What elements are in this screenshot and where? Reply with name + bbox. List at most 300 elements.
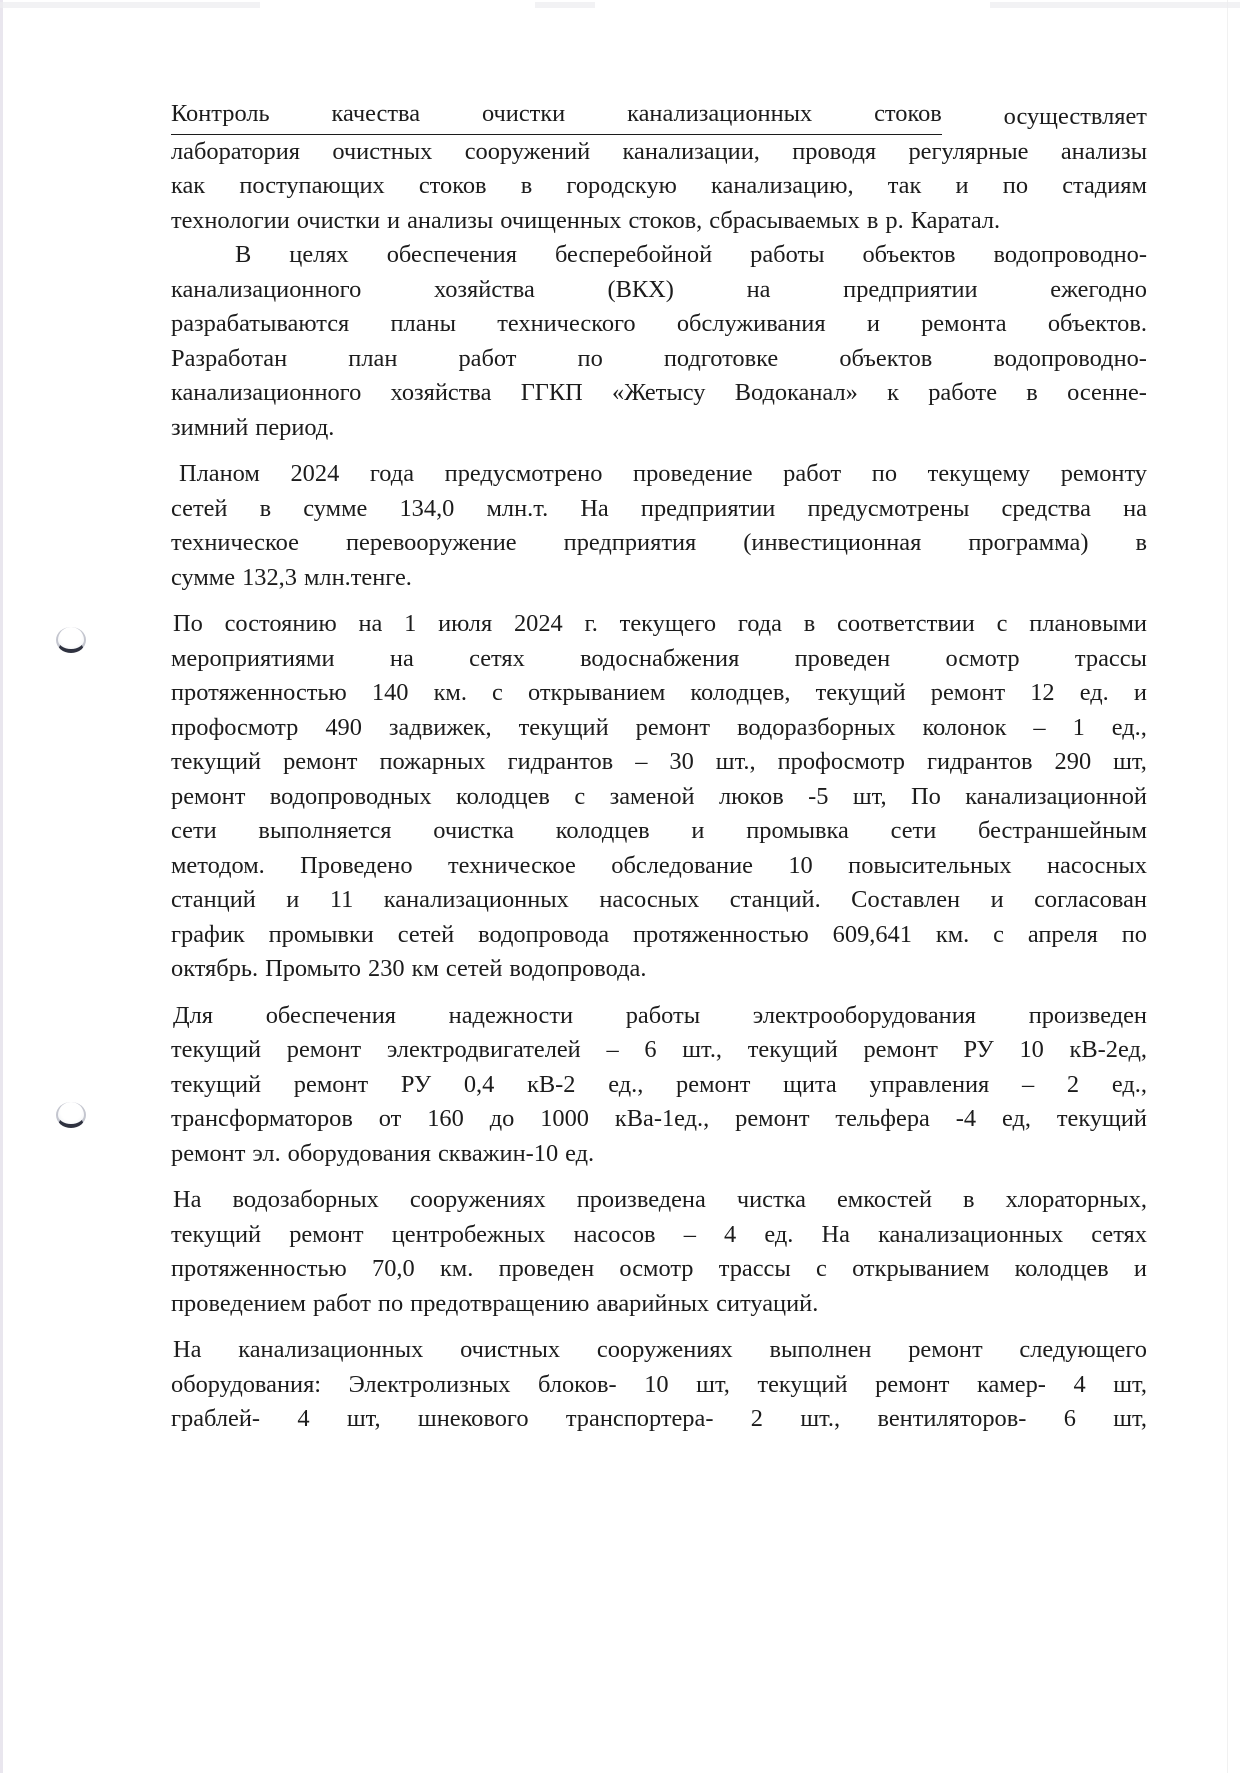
word: водоразборных bbox=[736, 713, 896, 741]
word: бестраншейным bbox=[978, 817, 1147, 844]
word: ед. bbox=[1079, 679, 1109, 706]
word: лаборатория bbox=[171, 137, 300, 165]
word: 1000 bbox=[540, 1105, 589, 1132]
word: апреля bbox=[1027, 920, 1098, 948]
word: канализационных bbox=[627, 100, 813, 127]
word: в bbox=[1026, 379, 1038, 406]
word: колонок bbox=[922, 713, 1007, 741]
word: шт, bbox=[1113, 1370, 1147, 1398]
word: насосных bbox=[1047, 851, 1147, 879]
scan-artifact bbox=[990, 2, 1240, 8]
word: года bbox=[369, 460, 415, 487]
word: соответствии bbox=[837, 610, 975, 637]
word: поступающих bbox=[239, 172, 385, 199]
text-line bbox=[171, 1068, 1147, 1103]
text-line bbox=[171, 999, 1147, 1034]
word: центробежных bbox=[391, 1220, 546, 1248]
word: – bbox=[683, 1220, 696, 1248]
word: канализационных bbox=[383, 886, 569, 913]
word: ремонт bbox=[286, 1036, 362, 1063]
text-line bbox=[171, 780, 1147, 815]
paragraph-wastewater-quality-control bbox=[171, 100, 1147, 238]
word: сумме bbox=[303, 494, 368, 522]
word: трассы bbox=[718, 1255, 791, 1282]
document-body bbox=[171, 100, 1147, 1437]
text-line bbox=[171, 204, 1147, 239]
word: произведен bbox=[1028, 1001, 1147, 1029]
word: хозяйства bbox=[390, 379, 492, 406]
word: и bbox=[286, 886, 300, 913]
text-line bbox=[171, 676, 1147, 711]
text-line bbox=[171, 1102, 1147, 1137]
word: с bbox=[574, 782, 586, 810]
word: 1 bbox=[1072, 713, 1085, 741]
word: 2 bbox=[1066, 1070, 1080, 1098]
word: водопроводных bbox=[269, 782, 432, 810]
text-line bbox=[171, 1368, 1147, 1403]
word: стоков bbox=[418, 172, 487, 199]
word: протяженностью bbox=[171, 1255, 347, 1282]
word: планы bbox=[390, 310, 456, 337]
word: стоков bbox=[874, 100, 942, 127]
word: предусмотрено bbox=[444, 460, 603, 487]
text-line bbox=[171, 561, 1147, 596]
word: методом. bbox=[171, 851, 265, 879]
word: очистных bbox=[460, 1336, 561, 1363]
word: г. bbox=[584, 610, 598, 637]
word: шт, bbox=[696, 1370, 730, 1398]
word: в bbox=[963, 1186, 975, 1213]
word: (ВКХ) bbox=[607, 275, 674, 303]
word: текущий bbox=[1056, 1105, 1147, 1132]
word: повысительных bbox=[848, 851, 1012, 879]
word: сетей bbox=[171, 494, 228, 522]
word: – bbox=[1033, 713, 1046, 741]
word: по bbox=[871, 460, 898, 487]
word: текущему bbox=[927, 460, 1031, 487]
word: обеспечения bbox=[265, 1001, 396, 1029]
word: перевооружение bbox=[345, 529, 517, 556]
word: водопровода bbox=[478, 920, 610, 948]
word: выполнен bbox=[769, 1336, 872, 1363]
word: в bbox=[866, 206, 879, 234]
word: трансформаторов bbox=[171, 1105, 353, 1132]
word: ремонт bbox=[171, 782, 246, 810]
word: зимний bbox=[171, 413, 249, 441]
word: сетях bbox=[469, 644, 525, 672]
word: мероприятиями bbox=[171, 644, 335, 672]
word: 10 bbox=[644, 1370, 669, 1398]
word: 2024 bbox=[290, 460, 340, 487]
word: водопроводно- bbox=[993, 241, 1147, 268]
word: оборудования: bbox=[171, 1370, 322, 1398]
text-line bbox=[171, 814, 1147, 849]
text-line bbox=[171, 952, 1147, 987]
paragraph-plan-2024-budget bbox=[171, 457, 1147, 595]
word: млн.тенге. bbox=[303, 563, 412, 591]
word: люков bbox=[719, 782, 784, 810]
word: объектов bbox=[862, 241, 956, 268]
word: текущий bbox=[747, 1036, 838, 1063]
word: на bbox=[746, 275, 771, 303]
word: предприятии bbox=[640, 494, 776, 522]
word: и bbox=[955, 172, 969, 199]
word: Водоканал» bbox=[734, 379, 858, 406]
text-line bbox=[171, 100, 1147, 135]
word: очистки bbox=[296, 206, 381, 234]
word: проведение bbox=[633, 460, 753, 487]
word: и bbox=[866, 310, 880, 337]
text-line bbox=[171, 169, 1147, 204]
word: разрабатываются bbox=[171, 310, 350, 337]
word: бесперебойной bbox=[554, 241, 713, 268]
word: целях bbox=[289, 241, 349, 268]
word: в bbox=[803, 610, 816, 637]
word: -5 bbox=[808, 782, 829, 810]
word: чистка bbox=[736, 1186, 806, 1213]
word: На bbox=[580, 494, 609, 522]
text-line bbox=[171, 342, 1147, 377]
text-line bbox=[171, 492, 1147, 527]
word: ремонт bbox=[930, 679, 1006, 706]
text-line bbox=[171, 1137, 1147, 1172]
text-line bbox=[171, 457, 1147, 492]
word: водоснабжения bbox=[580, 644, 740, 672]
word: ремонта bbox=[921, 310, 1007, 337]
word: р. bbox=[885, 206, 904, 234]
word: насосных bbox=[599, 886, 700, 913]
paragraph-treatment-facilities bbox=[171, 1333, 1147, 1437]
word: сетей bbox=[397, 920, 455, 948]
word: гидрантов bbox=[507, 748, 614, 775]
word: осуществляет bbox=[1003, 103, 1147, 130]
punch-hole-icon bbox=[56, 627, 86, 653]
word: канализационных bbox=[238, 1336, 424, 1363]
word: 134,0 bbox=[399, 494, 455, 522]
word: по bbox=[1002, 172, 1029, 199]
word: колодцев bbox=[455, 782, 550, 810]
word: шт., bbox=[682, 1036, 723, 1063]
word: проведен bbox=[498, 1255, 595, 1282]
word: осмотр bbox=[619, 1255, 694, 1282]
word: ситуаций. bbox=[716, 1289, 819, 1317]
word: Планом bbox=[179, 460, 260, 487]
word: обследование bbox=[611, 851, 753, 879]
word: ед. bbox=[565, 1139, 595, 1167]
word: ремонт bbox=[635, 713, 711, 741]
word: блоков- bbox=[538, 1370, 617, 1398]
word: очистки bbox=[481, 100, 566, 127]
word: ремонт bbox=[676, 1070, 751, 1098]
word: очищенных bbox=[500, 206, 622, 234]
text-line bbox=[171, 411, 1147, 446]
word: июля bbox=[438, 610, 493, 637]
word: водозаборных bbox=[232, 1186, 379, 1213]
word: канализационного bbox=[171, 379, 362, 406]
word: ремонт bbox=[283, 748, 358, 775]
word: РУ bbox=[963, 1036, 994, 1063]
word: В bbox=[235, 241, 252, 268]
word: канализационных bbox=[878, 1220, 1064, 1248]
word: км. bbox=[433, 679, 467, 706]
paragraph-maintenance-plans bbox=[171, 238, 1147, 445]
word: в bbox=[259, 494, 272, 522]
word: согласован bbox=[1034, 886, 1147, 913]
word: в bbox=[1135, 529, 1147, 556]
scan-page-edge-right bbox=[1227, 0, 1228, 1773]
word: Электролизных bbox=[348, 1370, 511, 1398]
text-line bbox=[171, 849, 1147, 884]
word: 2024 bbox=[513, 610, 563, 637]
text-line bbox=[171, 1033, 1147, 1068]
word: городскую bbox=[566, 172, 677, 199]
word: состоянию bbox=[224, 610, 337, 637]
word: и bbox=[691, 817, 705, 844]
word: проведен bbox=[794, 644, 891, 672]
word: ремонт bbox=[293, 1070, 369, 1098]
punch-hole-icon bbox=[56, 1102, 86, 1128]
word: предприятии bbox=[843, 275, 978, 303]
word: сумме bbox=[171, 563, 236, 591]
word: с bbox=[993, 920, 1004, 948]
word: ед., bbox=[608, 1070, 644, 1098]
word: работы bbox=[750, 241, 825, 268]
word: сооружений bbox=[464, 137, 591, 165]
word: обеспечения bbox=[386, 241, 517, 268]
text-line bbox=[171, 1183, 1147, 1218]
word: с bbox=[492, 679, 503, 706]
word: 160 bbox=[427, 1105, 464, 1132]
word: шт, bbox=[1113, 748, 1147, 775]
word: сети bbox=[171, 817, 217, 844]
word: и bbox=[990, 886, 1004, 913]
word: 132,3 bbox=[242, 563, 297, 591]
word: 4 bbox=[297, 1405, 310, 1432]
word: промывки bbox=[268, 920, 374, 948]
word: заменой bbox=[609, 782, 695, 810]
word: на bbox=[389, 644, 414, 672]
word: – bbox=[606, 1036, 619, 1063]
word: шт, bbox=[1113, 1405, 1147, 1432]
word: Контроль bbox=[171, 100, 270, 127]
word: на bbox=[1123, 494, 1147, 522]
text-line bbox=[171, 376, 1147, 411]
word: ремонт bbox=[863, 1036, 938, 1063]
word: 1 bbox=[404, 610, 417, 637]
word: 4 bbox=[724, 1220, 737, 1248]
paragraph-status-july-2024 bbox=[171, 607, 1147, 987]
word: технического bbox=[497, 310, 636, 337]
word: На bbox=[173, 1336, 202, 1363]
word: плановыми bbox=[1029, 610, 1147, 637]
word: электрооборудования bbox=[752, 1001, 976, 1029]
word: подготовке bbox=[663, 344, 779, 372]
word: программа) bbox=[968, 529, 1089, 556]
word: 6 bbox=[644, 1036, 657, 1063]
word: объектов bbox=[839, 344, 933, 372]
word: ремонт bbox=[171, 1139, 246, 1167]
word: текущий bbox=[757, 1370, 848, 1398]
word: Для bbox=[173, 1001, 214, 1029]
scan-artifact bbox=[535, 2, 595, 8]
word: работ bbox=[312, 1289, 371, 1317]
word: шт, bbox=[346, 1405, 381, 1432]
word: ремонт bbox=[908, 1336, 983, 1363]
text-line bbox=[171, 745, 1147, 780]
word: текущий bbox=[171, 748, 262, 775]
word: период. bbox=[255, 413, 335, 441]
word: следующего bbox=[1019, 1336, 1147, 1363]
word: РУ bbox=[400, 1070, 432, 1098]
word: Разработан bbox=[171, 344, 288, 372]
word: техническое bbox=[447, 851, 576, 879]
word: 230 bbox=[368, 955, 405, 982]
word: работы bbox=[625, 1001, 701, 1029]
word: колодцев, bbox=[690, 679, 791, 706]
word: и bbox=[1133, 1255, 1147, 1282]
word: ГГКП bbox=[520, 379, 583, 406]
word: км. bbox=[439, 1255, 474, 1282]
word: станций. bbox=[729, 886, 821, 913]
word: план bbox=[348, 344, 398, 372]
word: сбрасываемых bbox=[709, 206, 860, 234]
word: аварийных bbox=[596, 1289, 710, 1317]
word: хозяйства bbox=[433, 275, 535, 303]
word: По bbox=[910, 782, 941, 810]
word: текущий bbox=[815, 679, 906, 706]
word: задвижек, bbox=[388, 713, 492, 741]
word: станций bbox=[171, 886, 256, 913]
word: вентиляторов- bbox=[877, 1405, 1027, 1432]
word: электродвигателей bbox=[386, 1036, 581, 1063]
text-line bbox=[171, 526, 1147, 561]
word: средства bbox=[1001, 494, 1091, 522]
word: кВ-2 bbox=[527, 1070, 576, 1098]
word: пожарных bbox=[379, 748, 486, 775]
word: очистных bbox=[332, 137, 433, 165]
word: протяженностью bbox=[633, 920, 809, 948]
word: профосмотр bbox=[171, 713, 299, 741]
word: км bbox=[411, 955, 439, 982]
word: текущий bbox=[171, 1220, 262, 1248]
word: и bbox=[1133, 679, 1147, 706]
word: осенне- bbox=[1067, 379, 1147, 406]
word: 6 bbox=[1063, 1405, 1076, 1432]
word: ед., bbox=[1111, 1070, 1147, 1098]
word: -4 bbox=[955, 1105, 977, 1132]
word: произведена bbox=[576, 1186, 706, 1213]
word: предотвращению bbox=[410, 1289, 590, 1317]
word: проведением bbox=[171, 1289, 306, 1317]
word: сети bbox=[890, 817, 937, 844]
word: управления bbox=[869, 1070, 990, 1098]
word: (инвестиционная bbox=[743, 529, 922, 556]
word: сооружениях bbox=[409, 1186, 546, 1213]
word: оборудования bbox=[287, 1139, 431, 1167]
word: ремонт bbox=[289, 1220, 364, 1248]
text-line bbox=[171, 883, 1147, 918]
word: ед, bbox=[1001, 1105, 1031, 1132]
word: На bbox=[821, 1220, 850, 1248]
word: 290 bbox=[1054, 748, 1092, 775]
word: с bbox=[996, 610, 1008, 637]
word: хлораторных, bbox=[1005, 1186, 1147, 1213]
word: 2 bbox=[750, 1405, 763, 1432]
word: Проведено bbox=[300, 851, 413, 879]
word: надежности bbox=[448, 1001, 574, 1029]
scan-page-edge bbox=[0, 0, 3, 1773]
word: до bbox=[489, 1105, 515, 1132]
text-line bbox=[171, 918, 1147, 953]
word: 140 bbox=[371, 679, 409, 706]
word: и bbox=[387, 206, 401, 234]
word: с bbox=[816, 1255, 827, 1282]
word: 70,0 bbox=[372, 1255, 415, 1282]
paragraph-electrical-equipment bbox=[171, 999, 1147, 1172]
word: млн.т. bbox=[486, 494, 549, 522]
word: насосов bbox=[573, 1220, 656, 1248]
word: текущий bbox=[171, 1070, 262, 1098]
word: трассы bbox=[1074, 644, 1147, 672]
word: работ bbox=[783, 460, 842, 487]
word: скважин-10 bbox=[437, 1139, 559, 1167]
text-line bbox=[171, 238, 1147, 273]
word: По bbox=[173, 610, 203, 637]
word: предусмотрены bbox=[807, 494, 970, 522]
text-line bbox=[171, 135, 1147, 170]
word: очистка bbox=[433, 817, 514, 844]
word: ежегодно bbox=[1050, 275, 1147, 303]
word: 10 bbox=[1019, 1036, 1044, 1063]
word: На bbox=[173, 1186, 202, 1213]
word: ремонт bbox=[875, 1370, 950, 1398]
word: «Жетысу bbox=[612, 379, 706, 406]
word: камер- bbox=[977, 1370, 1046, 1398]
word: предприятия bbox=[563, 529, 697, 556]
word: транспортера- bbox=[565, 1405, 714, 1432]
word: по bbox=[1121, 920, 1147, 948]
word: осмотр bbox=[945, 644, 1020, 672]
word: качества bbox=[331, 100, 421, 127]
word: емкостей bbox=[836, 1186, 933, 1213]
lead-underline bbox=[171, 134, 942, 135]
word: Каратал. bbox=[910, 206, 1001, 234]
word: техническое bbox=[171, 529, 299, 556]
word: сетях bbox=[1091, 1220, 1147, 1248]
word: ремонт bbox=[735, 1105, 810, 1132]
word: регулярные bbox=[908, 137, 1029, 165]
word: водопровода. bbox=[509, 955, 647, 982]
word: работе bbox=[928, 379, 998, 406]
word: кВ-2ед, bbox=[1069, 1036, 1147, 1063]
word: стадиям bbox=[1062, 172, 1147, 199]
word: граблей- bbox=[171, 1405, 260, 1432]
text-line bbox=[171, 1402, 1147, 1437]
word: технологии bbox=[171, 206, 290, 234]
text-line bbox=[171, 642, 1147, 677]
word: км. bbox=[935, 920, 970, 948]
word: канализации, bbox=[622, 137, 760, 165]
word: 4 bbox=[1073, 1370, 1086, 1398]
text-line bbox=[171, 307, 1147, 342]
word: колодцев bbox=[555, 817, 650, 844]
word: ремонту bbox=[1060, 460, 1147, 487]
word: проводя bbox=[792, 137, 877, 165]
word: 490 bbox=[325, 713, 362, 741]
word: эл. bbox=[252, 1139, 281, 1167]
word: от bbox=[378, 1105, 402, 1132]
word: текущий bbox=[171, 1036, 262, 1063]
